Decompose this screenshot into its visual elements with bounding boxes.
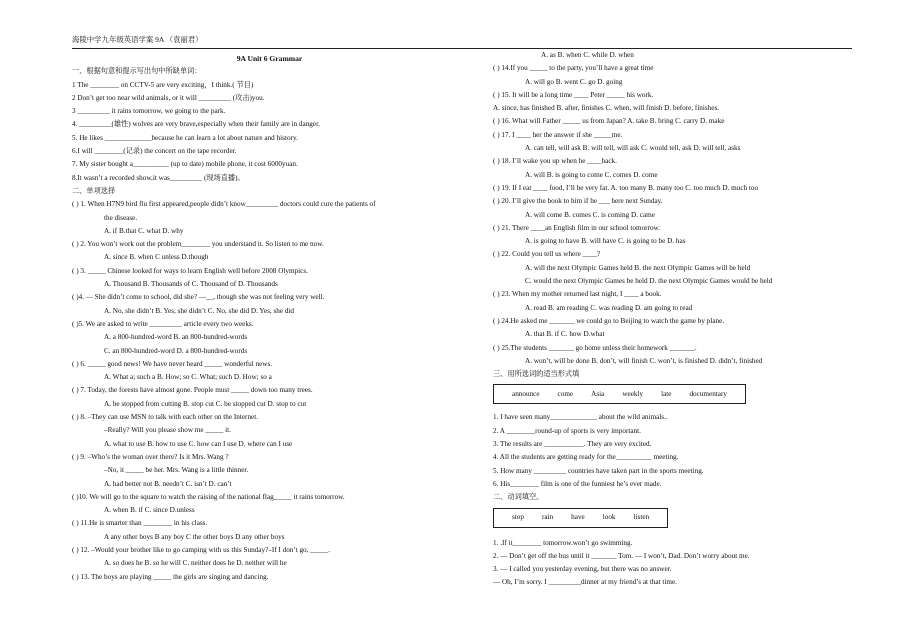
right-mid-line: 4. All the students are getting ready for the__________ meeting. bbox=[493, 453, 679, 462]
right-top-line: C. would the next Olympic Games be held D. the next Olympic Games would be held bbox=[525, 277, 773, 286]
box1-word: documentary bbox=[689, 389, 727, 398]
word-box-1 bbox=[493, 384, 746, 404]
right-mid-line: 6. His________ film is one of the funniest he’s ever made. bbox=[493, 479, 662, 488]
right-top-line: A. as B. when C. while D. when bbox=[541, 51, 634, 59]
left-col-line: A. so does he B. so he will C. neither does he D. neither will he bbox=[104, 559, 287, 568]
left-col-line: ( ) 9. –Who’s the woman over there? Is it Mrs. Wang ? bbox=[72, 452, 229, 461]
word-box-1-wrap bbox=[493, 381, 865, 407]
right-mid-line: 2. A ________round-up of sports is very important. bbox=[493, 426, 641, 435]
left-col-line: 8.It wasn’t a recorded show,it was_________ (现场直播)。 bbox=[72, 173, 245, 182]
left-col-line: –No, it _____ be her. Mrs. Wang is a little thinner. bbox=[104, 466, 249, 475]
box2-word: listen bbox=[633, 512, 650, 521]
left-col-line: A any other boys B any boy C the other boys D any other boys bbox=[104, 532, 285, 541]
left-col-line: 1 The ________ on CCTV-5 are very exciting，I think.( 节目) bbox=[72, 80, 254, 89]
left-col-line: ( ) 13. The boys are playing _____ the girls are singing and dancing. bbox=[72, 572, 269, 581]
right-top-line: A. read B. am reading C. was reading D. am going to read bbox=[525, 303, 693, 312]
left-col-line: ( ) 11.He is smarter than ________ in his class. bbox=[72, 519, 208, 528]
box1-word: Asia bbox=[591, 389, 605, 398]
right-top-line: A. will B. is going to come C. comes D. come bbox=[525, 170, 658, 179]
right-top-line: A. will come B. comes C. is coming D. came bbox=[525, 210, 655, 219]
right-top-line: ( ) 14.If you _____ to the party, you’ll have a great time bbox=[493, 64, 654, 73]
right-top-line: A. won’t, will be done B. don’t, will finish C. won’t, is finished D. didn’t, finished bbox=[525, 356, 763, 365]
left-col-line: 3 _________ it rains tomorrow, we going to the park. bbox=[72, 107, 226, 116]
left-col-line: 2 Don’t get too near wild animals, or it will _________ (攻击)you. bbox=[72, 93, 265, 102]
right-bottom-line: — Oh, I’m sorry. I _________dinner at my friend’s at that time. bbox=[493, 578, 677, 587]
right-top-line: ( ) 22. Could you tell us where ____? bbox=[493, 250, 601, 259]
left-col-line: A. had better not B. needn’t C. isn’t D. can’t bbox=[104, 479, 232, 488]
right-mid-line: 二、动词填空。 bbox=[493, 493, 544, 502]
right-top-line: A. can tell, will ask B. will tell, will ask C. would tell, ask D. will tell, asks bbox=[525, 144, 741, 153]
left-col-line: ( ) 12. –Would your brother like to go camping with us this Sunday?–If I don’t go, _____. bbox=[72, 545, 331, 554]
box1-word: late bbox=[661, 389, 672, 398]
left-col-line: 5. He likes _____________because he can learn a lot about nature and history. bbox=[72, 133, 298, 142]
left-col-line: ( )5. We are asked to write _________ article every two weeks. bbox=[72, 319, 254, 328]
left-col-line: C. an 800-hundred-word D. a 800-hundred-words bbox=[104, 346, 248, 355]
right-top-line: A. since, has finished B. after, finishes C. when, will finish D. before, finishes. bbox=[493, 104, 720, 113]
box1-word: announce bbox=[512, 389, 540, 398]
left-col-line: A. since B. when C unless D.though bbox=[104, 253, 209, 262]
left-col-line: ( ) 2. You won’t work out the problem________ you understand it. So listen to me now. bbox=[72, 240, 324, 249]
left-col-line: A. be stopped from cutting B. stop cut C. be stopped cut D. stop to cut bbox=[104, 399, 307, 408]
right-top-line: ( ) 20. I’ll give the book to him if he ___ here next Sunday. bbox=[493, 197, 663, 206]
right-mid-section bbox=[493, 411, 865, 504]
page-header: 海陵中学九年级英语学案 9A （袁丽君） bbox=[72, 34, 852, 49]
left-col-line: A. No, she didn’t B. Yes, she didn’t C. No, she did D. Yes, she did bbox=[104, 306, 295, 315]
box2-word: rain bbox=[541, 512, 554, 521]
box2-word: look bbox=[602, 512, 616, 521]
left-col-line: A. a 800-hundred-word B. an 800-hundred-words bbox=[104, 333, 248, 342]
left-col-line: the disease. bbox=[104, 213, 138, 222]
box1-word: come bbox=[557, 389, 574, 398]
right-mid-line: 1. I have seen many_____________ about the wild animals.. bbox=[493, 413, 668, 422]
left-col-line: A. when B. if C. since D.unless bbox=[104, 506, 195, 515]
right-top-line: ( ) 21. There ____an English film in our school tomorrow. bbox=[493, 223, 661, 232]
right-bottom-line: 1. .If it________ tomorrow.won’t go swimming. bbox=[493, 538, 633, 547]
left-col-line: ( ) 8. –They can use MSN to talk with each other on the Internet. bbox=[72, 413, 259, 422]
right-top-line: ( ) 23. When my mother returned last night, I ____ a book. bbox=[493, 290, 662, 299]
left-column bbox=[72, 52, 467, 584]
left-col-line: 6.I will ________(记录) the concert on the tape recorder. bbox=[72, 147, 237, 156]
right-top-line: A. is going to have B. will have C. is going to be D. has bbox=[525, 237, 686, 246]
right-top-line: ( ) 24.He asked me _______ we could go to Beijing to watch the game by plane. bbox=[493, 316, 725, 325]
box1-word: weekly bbox=[622, 389, 644, 398]
right-bottom-line: 3. — I called you yesterday evening, but there was no answer. bbox=[493, 565, 672, 574]
left-col-line: A. What a; such a B. How; so C. What; such D. How; so a bbox=[104, 373, 272, 382]
right-top-line: A. that B. if C. how D.what bbox=[525, 330, 605, 339]
left-col-line: ( ) 7. Today, the forests have almost gone. People must _____ down too many trees. bbox=[72, 386, 313, 395]
word-box-2-wrap bbox=[493, 505, 865, 531]
right-top-line: ( ) 17. I ____ her the answer if she _____me. bbox=[493, 130, 623, 139]
left-col-line: ( )10. We will go to the square to watch the raising of the national flag_____ it rains tomorrow. bbox=[72, 492, 345, 501]
left-col-line: A. what to use B. how to use C. how can I use D. where can I use bbox=[104, 439, 293, 448]
left-col-line: 4. _________(雄性) wolves are very brave,especially when their family are in danger. bbox=[72, 120, 320, 129]
left-col-line: ( )4. — She didn’t come to school, did she? —__, though she was not feeling very well. bbox=[72, 293, 325, 302]
right-top-line: A. will the next Olympic Games held B. the next Olympic Games will be held bbox=[525, 263, 751, 272]
left-col-line: –Really? Will you please show me _____ it. bbox=[104, 426, 231, 435]
left-col-line: A. if B.that C. what D. why bbox=[104, 226, 184, 235]
right-top-line: A. will go B. went C. go D. going bbox=[525, 77, 623, 86]
right-top-section bbox=[493, 49, 865, 381]
left-col-line: ( ) 6. _____ good news! We have never heard _____ wonderful news. bbox=[72, 359, 273, 368]
right-top-line: ( ) 16. What will Father _____ us from Japan? A. take B. bring C. carry D. make bbox=[493, 117, 725, 126]
right-bottom-line: 2. — Don’t get off the bus until it _______ Tom. — I won’t, Dad. Don’t worry about me. bbox=[493, 551, 750, 560]
right-top-line: 三、用所选词的适当形式填 bbox=[493, 370, 580, 379]
box2-word: stop bbox=[512, 512, 524, 521]
right-mid-line: 3. The results are ___________. They are very excited. bbox=[493, 440, 652, 449]
left-col-line: ( ) 1. When H7N9 bird flu first appeared,people didn’t know_________ doctors could cure the patients of bbox=[72, 200, 376, 209]
word-box-2 bbox=[493, 508, 668, 528]
left-col-line: 9A Unit 6 Grammar bbox=[236, 54, 303, 63]
right-bottom-section bbox=[493, 537, 865, 590]
left-col-line: 7. My sister bought a__________ (up to date) mobile phone, it cost 6000yuan. bbox=[72, 160, 298, 169]
left-col-line: 一、根据句意和提示写出句中所缺单词： bbox=[72, 67, 202, 76]
right-top-line: ( ) 25.The students _______ go home unless their homework _______. bbox=[493, 343, 697, 352]
right-mid-line: 5. How many _________ countries have taken part in the sports meeting. bbox=[493, 466, 704, 475]
right-top-line: ( ) 18. I’ll wake you up when he ____back. bbox=[493, 157, 617, 166]
left-col-line: 二、单项选择 bbox=[72, 186, 116, 195]
left-col-line: A. Thousand B. Thousands of C. Thousand of D. Thousands bbox=[104, 280, 278, 289]
right-top-line: ( ) 15. It will be a long time ____ Peter _____ his work. bbox=[493, 90, 654, 99]
right-top-line: ( ) 19. If I eat ____ food, I’ll be very fat. A. too many B. many too C. too much D. much too bbox=[493, 183, 759, 192]
right-column bbox=[493, 49, 865, 590]
left-col-line: ( ) 3. _____ Chinese looked for ways to learn English well before 2008 Olympics. bbox=[72, 266, 308, 275]
box2-word: have bbox=[571, 512, 585, 521]
